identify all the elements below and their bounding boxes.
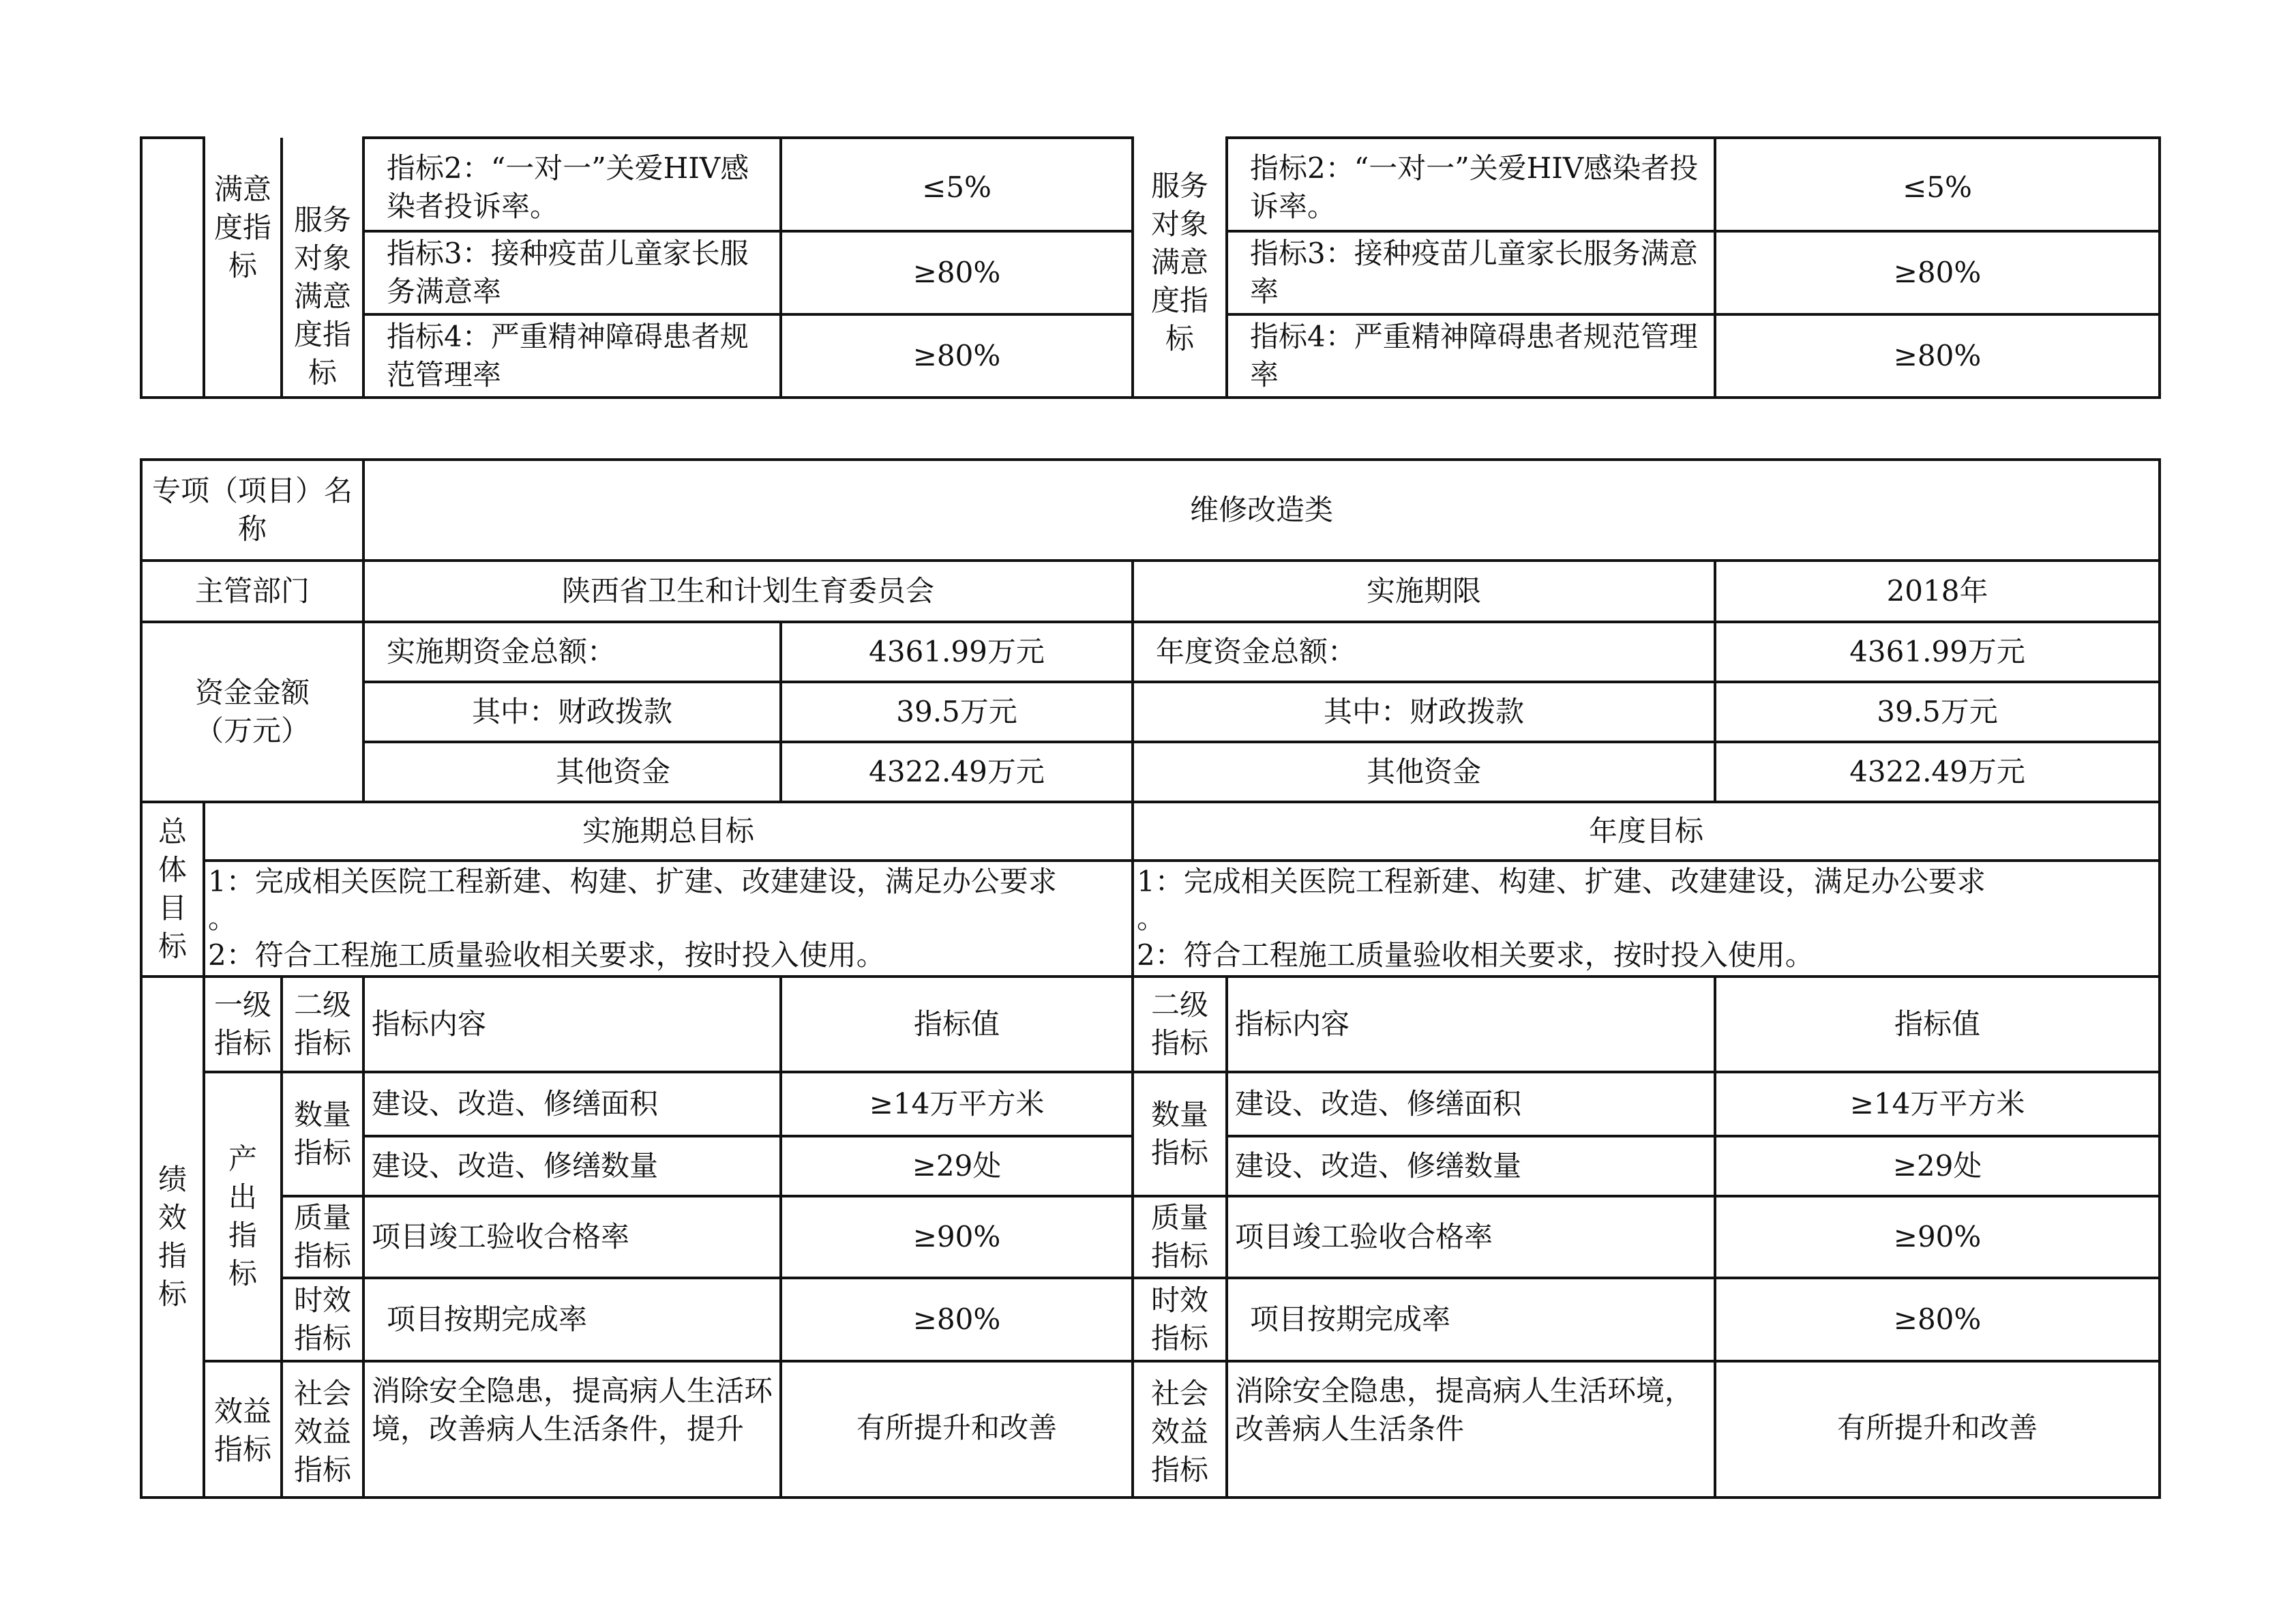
total-funds-value-right: 4361.99万元: [1715, 622, 2160, 682]
dept-label: 主管部门: [141, 561, 363, 622]
other-funds-value-right: 4322.49万元: [1715, 742, 2160, 802]
timeliness-label-left: 时效指标: [282, 1278, 363, 1361]
project-name-label: 专项（项目）名称: [141, 460, 363, 561]
header-content-left: 指标内容: [363, 977, 781, 1072]
other-funds-label-left: 其他资金: [363, 742, 781, 802]
header-value-left: 指标值: [781, 977, 1133, 1072]
goal-left-text: [204, 861, 1133, 977]
social-value-left: 有所提升和改善: [781, 1361, 1133, 1498]
header-value-right: 指标值: [1715, 977, 2160, 1072]
row3-content-left: 指标4：严重精神障碍患者规范管理率: [363, 314, 781, 398]
social-value-right: 有所提升和改善: [1715, 1361, 2160, 1498]
fiscal-label-right: 其中：财政拨款: [1133, 682, 1715, 742]
count-value-left: ≥29处: [781, 1136, 1133, 1196]
row1-value-left: ≤5%: [781, 138, 1133, 231]
row3-value-right: ≥80%: [1715, 314, 2160, 398]
main-table: [140, 458, 2161, 1499]
time-content-right: 项目按期完成率: [1227, 1278, 1715, 1361]
satisfaction-level2-left: 服务对象满意度指标: [282, 138, 363, 398]
social-label-left: 社会效益指标: [282, 1361, 363, 1498]
time-value-left: ≥80%: [781, 1278, 1133, 1361]
row2-value-left: ≥80%: [781, 231, 1133, 314]
top-table-clip: [140, 136, 2076, 402]
row3-content-right: 指标4：严重精神障碍患者规范管理率: [1227, 314, 1715, 398]
goal-left-line2: 2：符合工程施工质量验收相关要求，按时投入使用。: [208, 938, 885, 972]
goal-right-line1: 1：完成相关医院工程新建、构建、扩建、改建建设，满足办公要求: [1137, 865, 1986, 898]
fiscal-value-right: 39.5万元: [1715, 682, 2160, 742]
total-funds-label-left: 实施期资金总额：: [363, 622, 781, 682]
count-content-right: 建设、改造、修缮数量: [1227, 1136, 1715, 1196]
output-level1-label: 产出指标: [204, 1072, 282, 1361]
quality-content-right: 项目竣工验收合格率: [1227, 1196, 1715, 1278]
goal-left-line1: 1：完成相关医院工程新建、构建、扩建、改建建设，满足办公要求: [208, 865, 1057, 898]
quality-content-left: 项目竣工验收合格率: [363, 1196, 781, 1278]
quantity-label-right: 数量指标: [1133, 1072, 1227, 1196]
area-content-right: 建设、改造、修缮面积: [1227, 1072, 1715, 1136]
perf-label: 绩效指标: [141, 977, 204, 1498]
row1-value-right: ≤5%: [1715, 138, 2160, 231]
header-level1: 一级指标: [204, 977, 282, 1072]
funds-label: 资金金额（万元）: [141, 622, 363, 802]
row3-value-left: ≥80%: [781, 314, 1133, 398]
period-value: 2018年: [1715, 561, 2160, 622]
goal-right-line1b: 。: [1137, 902, 1166, 935]
fiscal-value-left: 39.5万元: [781, 682, 1133, 742]
other-funds-label-right: 其他资金: [1133, 742, 1715, 802]
social-content-left: 消除安全隐患，提高病人生活环境，改善病人生活条件，提升: [363, 1361, 781, 1498]
count-content-left: 建设、改造、修缮数量: [363, 1136, 781, 1196]
total-funds-label-right: 年度资金总额：: [1133, 622, 1715, 682]
time-content-left: 项目按期完成率: [363, 1278, 781, 1361]
benefit-level1-label: 效益指标: [204, 1361, 282, 1498]
satisfaction-level1-label: 满意度指标: [204, 138, 282, 398]
row2-content-left: 指标3：接种疫苗儿童家长服务满意率: [363, 231, 781, 314]
level1-blank-cell: [141, 138, 204, 398]
row1-content-left: 指标2：“一对一”关爱HIV感染者投诉率。: [363, 138, 781, 231]
goal-left-line1b: 。: [208, 902, 237, 935]
timeliness-label-right: 时效指标: [1133, 1278, 1227, 1361]
time-value-right: ≥80%: [1715, 1278, 2160, 1361]
goal-right-title: 年度目标: [1133, 802, 2160, 861]
top-table: [140, 136, 2161, 399]
goal-right-text: [1133, 861, 2160, 977]
quality-label-left: 质量指标: [282, 1196, 363, 1278]
social-content-right: 消除安全隐患，提高病人生活环境，改善病人生活条件: [1227, 1361, 1715, 1498]
header-level2-right: 二级指标: [1133, 977, 1227, 1072]
period-label: 实施期限: [1133, 561, 1715, 622]
social-label-right: 社会效益指标: [1133, 1361, 1227, 1498]
quality-value-left: ≥90%: [781, 1196, 1133, 1278]
header-content-right: 指标内容: [1227, 977, 1715, 1072]
quality-value-right: ≥90%: [1715, 1196, 2160, 1278]
main-table-clip: [140, 458, 2076, 1487]
satisfaction-level2-right: 服务对象满意度指标: [1133, 138, 1227, 398]
area-value-left: ≥14万平方米: [781, 1072, 1133, 1136]
dept-value: 陕西省卫生和计划生育委员会: [363, 561, 1133, 622]
project-name-value: 维修改造类: [363, 460, 2160, 561]
header-level2-left: 二级指标: [282, 977, 363, 1072]
row2-value-right: ≥80%: [1715, 231, 2160, 314]
area-value-right: ≥14万平方米: [1715, 1072, 2160, 1136]
overall-goal-label: 总体目标: [141, 802, 204, 977]
row2-content-right: 指标3：接种疫苗儿童家长服务满意率: [1227, 231, 1715, 314]
other-funds-value-left: 4322.49万元: [781, 742, 1133, 802]
row1-content-right: 指标2：“一对一”关爱HIV感染者投诉率。: [1227, 138, 1715, 231]
quality-label-right: 质量指标: [1133, 1196, 1227, 1278]
fiscal-label-left: 其中：财政拨款: [363, 682, 781, 742]
count-value-right: ≥29处: [1715, 1136, 2160, 1196]
quantity-label-left: 数量指标: [282, 1072, 363, 1196]
goal-left-title: 实施期总目标: [204, 802, 1133, 861]
total-funds-value-left: 4361.99万元: [781, 622, 1133, 682]
goal-right-line2: 2：符合工程施工质量验收相关要求，按时投入使用。: [1137, 938, 1814, 972]
area-content-left: 建设、改造、修缮面积: [363, 1072, 781, 1136]
